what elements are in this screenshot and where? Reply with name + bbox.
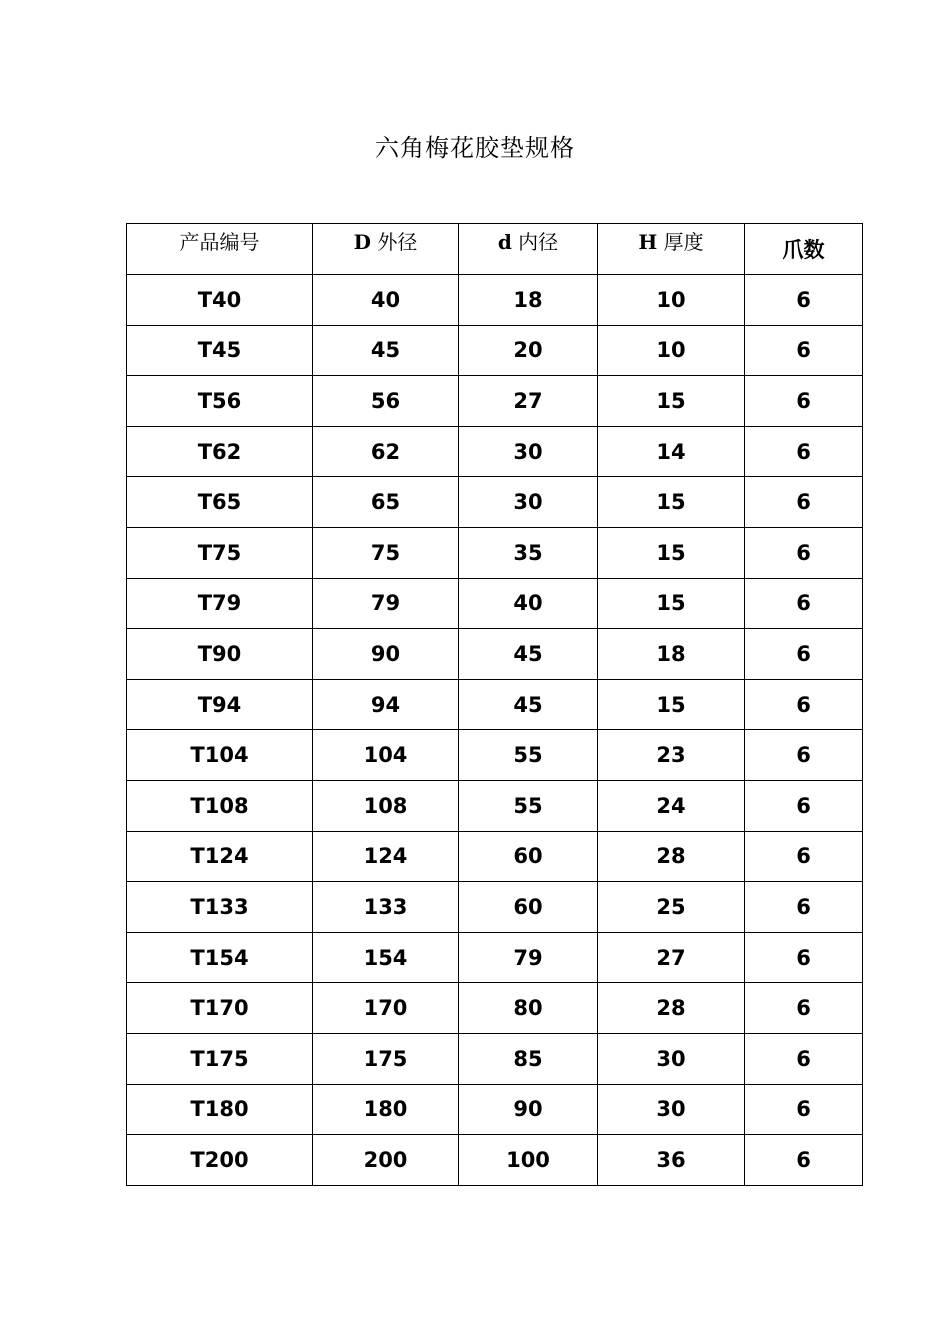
cell-claw-count: 6 — [745, 679, 863, 730]
table-row — [127, 730, 863, 781]
cell-claw-count: 6 — [745, 932, 863, 983]
cell-outer-diameter: 90 — [313, 629, 459, 680]
cell-thickness: 28 — [598, 831, 745, 882]
cell-product-code: T94 — [127, 679, 313, 730]
cell-thickness: 15 — [598, 376, 745, 427]
table-body — [127, 275, 863, 1186]
table-row — [127, 831, 863, 882]
header-inner-diameter: d 内径 — [459, 224, 598, 275]
table-row — [127, 578, 863, 629]
cell-claw-count: 6 — [745, 477, 863, 528]
cell-thickness: 10 — [598, 275, 745, 326]
cell-inner-diameter: 60 — [459, 882, 598, 933]
cell-inner-diameter: 90 — [459, 1084, 598, 1135]
cell-claw-count: 6 — [745, 730, 863, 781]
cell-inner-diameter: 20 — [459, 325, 598, 376]
table-row — [127, 376, 863, 427]
cell-outer-diameter: 65 — [313, 477, 459, 528]
cell-product-code: T200 — [127, 1135, 313, 1186]
table-row — [127, 1033, 863, 1084]
cell-product-code: T79 — [127, 578, 313, 629]
cell-claw-count: 6 — [745, 578, 863, 629]
cell-thickness: 15 — [598, 679, 745, 730]
header-row — [127, 224, 863, 275]
cell-thickness: 15 — [598, 578, 745, 629]
cell-outer-diameter: 62 — [313, 426, 459, 477]
cell-outer-diameter: 79 — [313, 578, 459, 629]
cell-thickness: 36 — [598, 1135, 745, 1186]
cell-product-code: T75 — [127, 527, 313, 578]
table-row — [127, 1084, 863, 1135]
cell-thickness: 30 — [598, 1033, 745, 1084]
cell-product-code: T133 — [127, 882, 313, 933]
cell-inner-diameter: 40 — [459, 578, 598, 629]
cell-outer-diameter: 104 — [313, 730, 459, 781]
cell-product-code: T154 — [127, 932, 313, 983]
cell-outer-diameter: 170 — [313, 983, 459, 1034]
cell-product-code: T124 — [127, 831, 313, 882]
cell-thickness: 14 — [598, 426, 745, 477]
cell-product-code: T56 — [127, 376, 313, 427]
cell-outer-diameter: 56 — [313, 376, 459, 427]
cell-inner-diameter: 80 — [459, 983, 598, 1034]
cell-thickness: 30 — [598, 1084, 745, 1135]
cell-outer-diameter: 133 — [313, 882, 459, 933]
cell-thickness: 23 — [598, 730, 745, 781]
cell-claw-count: 6 — [745, 376, 863, 427]
cell-claw-count: 6 — [745, 1033, 863, 1084]
cell-inner-diameter: 35 — [459, 527, 598, 578]
cell-outer-diameter: 45 — [313, 325, 459, 376]
cell-thickness: 24 — [598, 780, 745, 831]
table-row — [127, 426, 863, 477]
header-product-code: 产品编号 — [127, 224, 313, 275]
table-row — [127, 477, 863, 528]
cell-claw-count: 6 — [745, 831, 863, 882]
cell-thickness: 10 — [598, 325, 745, 376]
cell-claw-count: 6 — [745, 882, 863, 933]
cell-outer-diameter: 200 — [313, 1135, 459, 1186]
header-thickness: H 厚度 — [598, 224, 745, 275]
cell-inner-diameter: 30 — [459, 477, 598, 528]
cell-claw-count: 6 — [745, 983, 863, 1034]
header-claw-count: 爪数 — [745, 224, 863, 275]
table-row — [127, 679, 863, 730]
table-row — [127, 325, 863, 376]
table-row — [127, 932, 863, 983]
cell-inner-diameter: 18 — [459, 275, 598, 326]
spec-table — [126, 223, 863, 1186]
cell-outer-diameter: 180 — [313, 1084, 459, 1135]
cell-inner-diameter: 55 — [459, 780, 598, 831]
cell-product-code: T65 — [127, 477, 313, 528]
cell-claw-count: 6 — [745, 1135, 863, 1186]
cell-product-code: T180 — [127, 1084, 313, 1135]
cell-outer-diameter: 154 — [313, 932, 459, 983]
cell-product-code: T90 — [127, 629, 313, 680]
table-row — [127, 780, 863, 831]
cell-claw-count: 6 — [745, 1084, 863, 1135]
cell-inner-diameter: 60 — [459, 831, 598, 882]
table-row — [127, 1135, 863, 1186]
table-row — [127, 629, 863, 680]
cell-thickness: 28 — [598, 983, 745, 1034]
cell-outer-diameter: 40 — [313, 275, 459, 326]
cell-product-code: T62 — [127, 426, 313, 477]
cell-claw-count: 6 — [745, 527, 863, 578]
cell-inner-diameter: 30 — [459, 426, 598, 477]
table-row — [127, 275, 863, 326]
cell-claw-count: 6 — [745, 325, 863, 376]
cell-inner-diameter: 45 — [459, 629, 598, 680]
table-row — [127, 983, 863, 1034]
cell-product-code: T40 — [127, 275, 313, 326]
table-row — [127, 882, 863, 933]
cell-outer-diameter: 108 — [313, 780, 459, 831]
cell-outer-diameter: 75 — [313, 527, 459, 578]
cell-thickness: 18 — [598, 629, 745, 680]
document-title: 六角梅花胶垫规格 — [375, 134, 575, 162]
cell-product-code: T175 — [127, 1033, 313, 1084]
cell-thickness: 27 — [598, 932, 745, 983]
cell-claw-count: 6 — [745, 780, 863, 831]
cell-thickness: 25 — [598, 882, 745, 933]
cell-outer-diameter: 175 — [313, 1033, 459, 1084]
cell-product-code: T104 — [127, 730, 313, 781]
table-row — [127, 527, 863, 578]
cell-outer-diameter: 124 — [313, 831, 459, 882]
cell-claw-count: 6 — [745, 275, 863, 326]
cell-inner-diameter: 79 — [459, 932, 598, 983]
cell-claw-count: 6 — [745, 426, 863, 477]
cell-inner-diameter: 100 — [459, 1135, 598, 1186]
header-outer-diameter: D 外径 — [313, 224, 459, 275]
cell-product-code: T170 — [127, 983, 313, 1034]
cell-inner-diameter: 45 — [459, 679, 598, 730]
cell-thickness: 15 — [598, 477, 745, 528]
cell-thickness: 15 — [598, 527, 745, 578]
cell-product-code: T108 — [127, 780, 313, 831]
cell-inner-diameter: 85 — [459, 1033, 598, 1084]
cell-product-code: T45 — [127, 325, 313, 376]
cell-claw-count: 6 — [745, 629, 863, 680]
cell-inner-diameter: 55 — [459, 730, 598, 781]
cell-inner-diameter: 27 — [459, 376, 598, 427]
cell-outer-diameter: 94 — [313, 679, 459, 730]
